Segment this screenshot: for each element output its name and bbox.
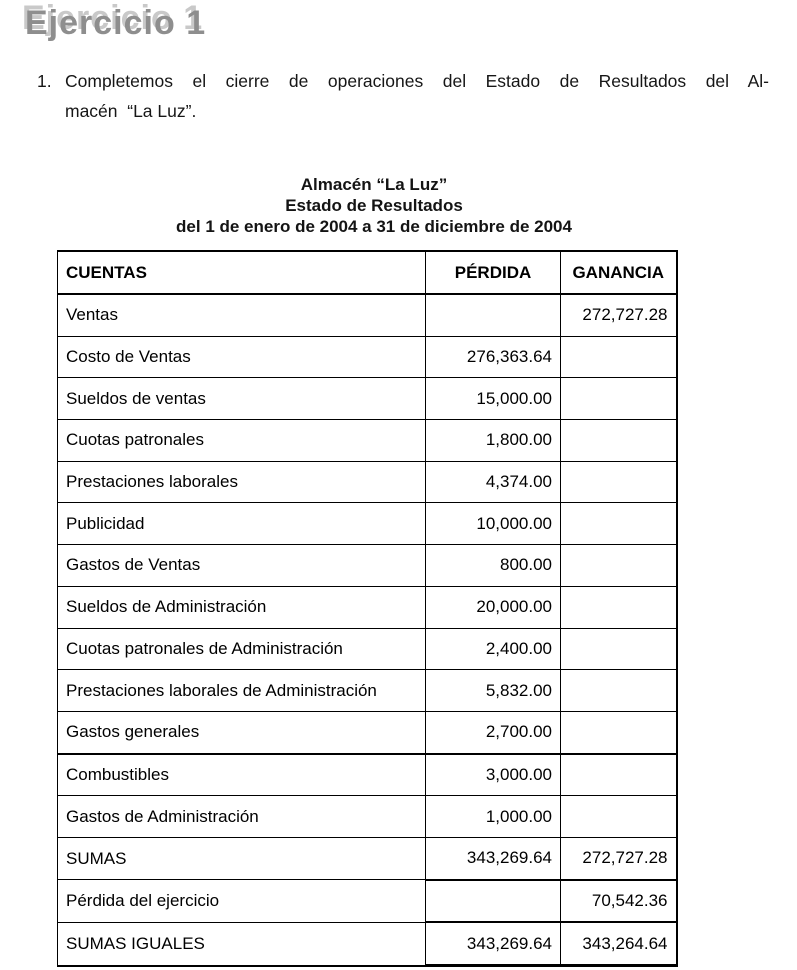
cell-ganancia [561, 628, 677, 670]
table-row [58, 670, 677, 712]
column-header-perdida: PÉRDIDA [426, 251, 561, 294]
statement-table [57, 250, 678, 967]
cell-cuenta: Sueldos de Administración [58, 586, 426, 628]
cell-ganancia [561, 336, 677, 378]
cell-cuenta: Prestaciones laborales de Administración [58, 670, 426, 712]
cell-ganancia: 272,727.28 [561, 837, 677, 879]
table-row [58, 880, 677, 923]
table-row [58, 837, 677, 879]
cell-perdida: 343,269.64 [426, 922, 561, 965]
cell-perdida: 5,832.00 [426, 670, 561, 712]
cell-perdida: 20,000.00 [426, 586, 561, 628]
table-row [58, 711, 677, 753]
cell-cuenta: SUMAS IGUALES [58, 922, 426, 965]
instruction-text [65, 66, 769, 126]
column-header-cuentas: CUENTAS [58, 251, 426, 294]
instruction-line-1: Completemos el cierre de operaciones del Estado de Resultados del Al- [65, 71, 769, 91]
cell-ganancia [561, 420, 677, 462]
cell-cuenta: Gastos de Ventas [58, 545, 426, 587]
statement-heading [57, 174, 691, 237]
cell-perdida: 2,700.00 [426, 711, 561, 753]
table-header-row [58, 251, 677, 294]
cell-perdida: 3,000.00 [426, 754, 561, 796]
cell-perdida: 343,269.64 [426, 837, 561, 879]
table-row [58, 461, 677, 503]
cell-perdida: 276,363.64 [426, 336, 561, 378]
cell-ganancia [561, 754, 677, 796]
cell-cuenta: Prestaciones laborales [58, 461, 426, 503]
table-row [58, 336, 677, 378]
cell-ganancia [561, 796, 677, 838]
table-row [58, 378, 677, 420]
cell-ganancia [561, 461, 677, 503]
cell-perdida: 15,000.00 [426, 378, 561, 420]
cell-ganancia [561, 711, 677, 753]
statement-period: del 1 de enero de 2004 a 31 de diciembre de 2004 [176, 217, 572, 236]
cell-perdida: 2,400.00 [426, 628, 561, 670]
cell-cuenta: Sueldos de ventas [58, 378, 426, 420]
instruction-paragraph [37, 66, 769, 126]
cell-perdida: 4,374.00 [426, 461, 561, 503]
cell-cuenta: Gastos de Administración [58, 796, 426, 838]
column-header-ganancia: GANANCIA [561, 251, 677, 294]
cell-perdida: 1,800.00 [426, 420, 561, 462]
cell-cuenta: Combustibles [58, 754, 426, 796]
cell-perdida: 10,000.00 [426, 503, 561, 545]
table-row [58, 545, 677, 587]
table-row [58, 420, 677, 462]
statement-company-name: Almacén “La Luz” [300, 175, 448, 194]
cell-perdida [426, 294, 561, 336]
cell-ganancia [561, 545, 677, 587]
table-row [58, 586, 677, 628]
cell-ganancia: 343,264.64 [561, 922, 677, 965]
table-row [58, 294, 677, 336]
table-row [58, 503, 677, 545]
cell-perdida [426, 880, 561, 923]
cell-cuenta: Pérdida del ejercicio [58, 880, 426, 923]
table-row [58, 796, 677, 838]
cell-perdida: 1,000.00 [426, 796, 561, 838]
cell-cuenta: Cuotas patronales [58, 420, 426, 462]
cell-ganancia [561, 586, 677, 628]
cell-ganancia [561, 503, 677, 545]
statement-table-wrapper [57, 250, 678, 967]
cell-cuenta: Costo de Ventas [58, 336, 426, 378]
cell-cuenta: Ventas [58, 294, 426, 336]
cell-cuenta: Publicidad [58, 503, 426, 545]
cell-ganancia: 70,542.36 [561, 880, 677, 923]
cell-ganancia [561, 378, 677, 420]
table-row [58, 628, 677, 670]
page-title: Ejercicio 1 [25, 4, 207, 42]
instruction-number: 1. [37, 71, 52, 91]
cell-cuenta: SUMAS [58, 837, 426, 879]
cell-ganancia: 272,727.28 [561, 294, 677, 336]
cell-cuenta: Gastos generales [58, 711, 426, 753]
statement-table-body [58, 294, 677, 966]
statement-report-name: Estado de Resultados [285, 196, 463, 215]
table-row [58, 922, 677, 965]
cell-cuenta: Cuotas patronales de Administración [58, 628, 426, 670]
instruction-line-2: macén “La Luz”. [65, 101, 197, 121]
cell-perdida: 800.00 [426, 545, 561, 587]
table-row [58, 754, 677, 796]
cell-ganancia [561, 670, 677, 712]
